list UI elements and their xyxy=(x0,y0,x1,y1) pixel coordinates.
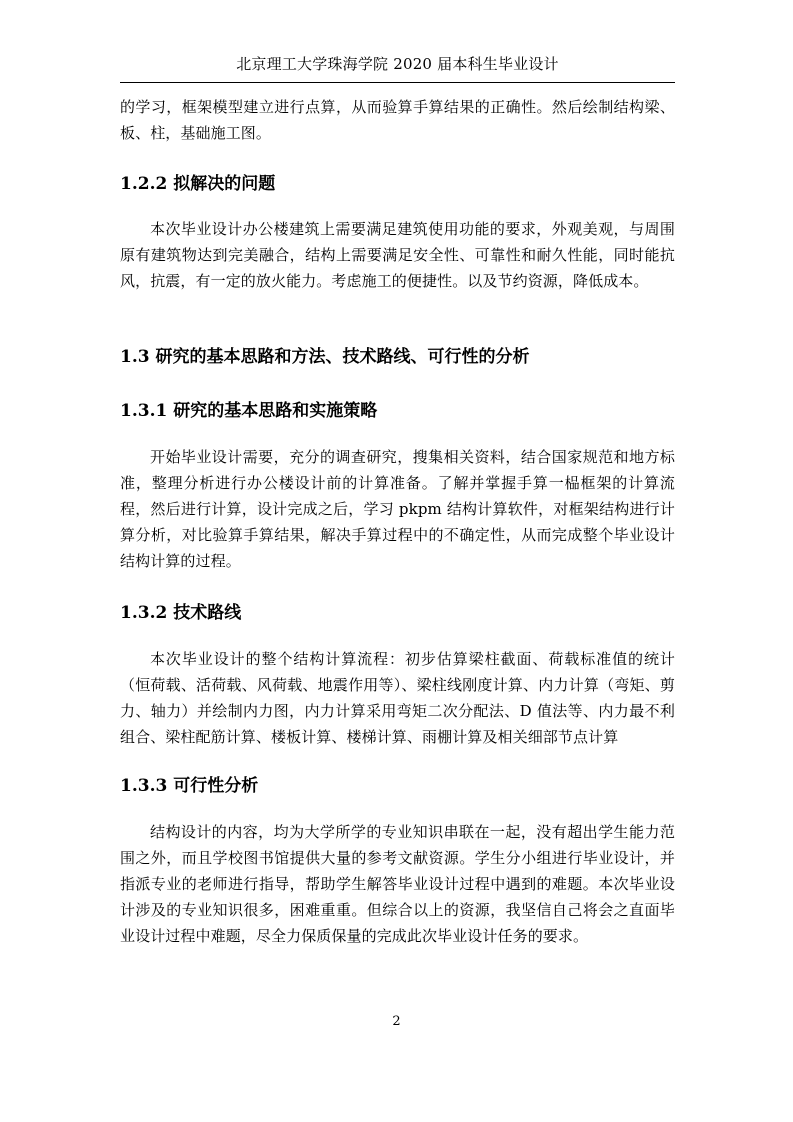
heading-1-3-2: 1.3.2 技术路线 xyxy=(120,603,242,623)
heading-1-3-1: 1.3.1 研究的基本思路和实施策略 xyxy=(120,401,378,421)
paragraph-1-3-2: 本次毕业设计的整个结构计算流程：初步估算梁柱截面、荷载标准值的统计（恒荷载、活荷载、风荷载、地震作用等）、梁柱线刚度计算、内力计算（弯矩、剪力、轴力）并绘制内力图，内力计算采用弯矩二次分配法、D 值法等、内力最不利组合、梁柱配筋计算、楼板计算、楼梯计算、雨棚计算及相关细部节点计算 xyxy=(120,650,675,746)
heading-1-3-3: 1.3.3 可行性分析 xyxy=(120,776,259,796)
paragraph-1-3-1: 开始毕业设计需要，充分的调查研究，搜集相关资料，结合国家规范和地方标准，整理分析进行办公楼设计前的计算准备。了解并掌握手算一榀框架的计算流程，然后进行计算，设计完成之后，学习 pkpm 结构计算软件，对框架结构进行计算分析，对比验算手算结果，解决手算过程中的不确定性，从而完成整个毕业设计结构计算的过程。 xyxy=(120,448,675,570)
paragraph-1-2-2: 本次毕业设计办公楼建筑上需要满足建筑使用功能的要求，外观美观，与周围原有建筑物达到完美融合，结构上需要满足安全性、可靠性和耐久性能，同时能抗风，抗震，有一定的放火能力。考虑施工的便捷性。以及节约资源，降低成本。 xyxy=(120,220,675,290)
page-number: 2 xyxy=(392,1014,401,1029)
running-header: 北京理工大学珠海学院 2020 届本科生毕业设计 xyxy=(236,55,559,73)
heading-1-2-2: 1.2.2 拟解决的问题 xyxy=(120,174,276,194)
intro-paragraph: 的学习，框架模型建立进行点算，从而验算手算结果的正确性。然后绘制结构梁、板、柱，基础施工图。 xyxy=(120,98,675,142)
header-rule xyxy=(120,82,675,83)
paragraph-1-3-3: 结构设计的内容，均为大学所学的专业知识串联在一起，没有超出学生能力范围之外，而且学校图书馆提供大量的参考文献资源。学生分小组进行毕业设计，并指派专业的老师进行指导，帮助学生解答毕业设计过程中遇到的难题。本次毕业设计涉及的专业知识很多，困难重重。但综合以上的资源，我坚信自己将会之直面毕业设计过程中难题，尽全力保质保量的完成此次毕业设计任务的要求。 xyxy=(120,823,675,945)
heading-1-3: 1.3 研究的基本思路和方法、技术路线、可行性的分析 xyxy=(120,347,530,367)
